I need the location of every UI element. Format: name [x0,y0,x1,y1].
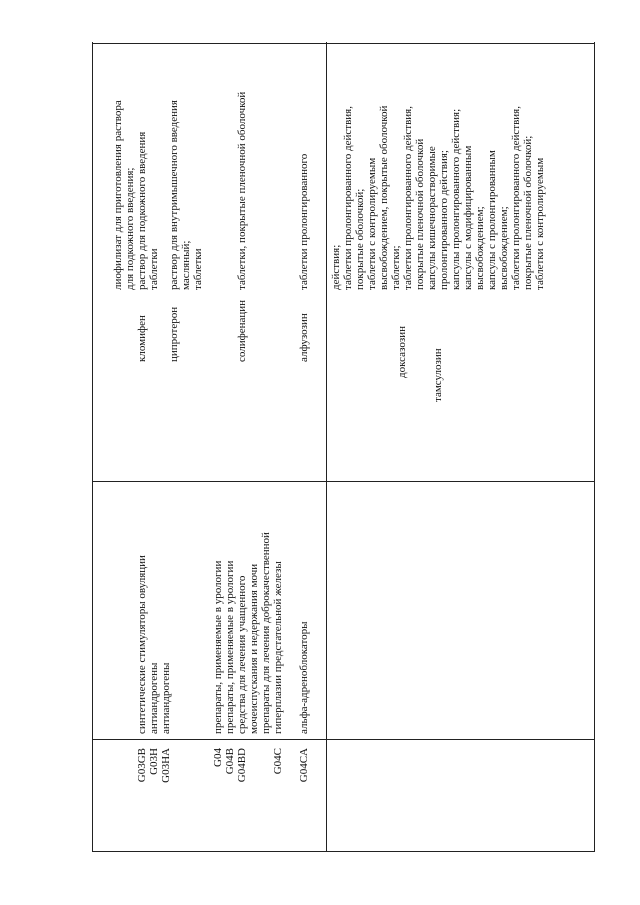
atc-code-cell: G04C [272,748,284,775]
rotated-table [92,42,594,852]
column-divider-code [92,739,594,740]
pharmacological-group-cell: альфа-адреноблокаторы [298,621,310,734]
row-divider [326,42,327,852]
pharmacological-group-cell: препараты, применяемые в урологии препараты, применяемые в урологии средства для лечения учащенного мочеиспускания и недержания мочи [212,560,260,734]
atc-code-cell: G03GB G03H G03HA [136,748,172,783]
atc-code-cell: G04CA [298,748,310,783]
drug-name-cell: алфузозин [298,313,310,362]
dosage-form-cell: действия; таблетки пролонгированного действия, покрытые оболочкой; таблетки с контролируемым высвобождением, покрытые оболочкой таблетки; [330,105,402,290]
dosage-form-cell: лиофилизат для приготовления раствора для подкожного введения; раствор для подкожного введения таблетки [112,100,160,290]
drug-name-cell: доксазозин [396,326,408,378]
table-border-bottom [594,42,595,852]
table-border-top [92,42,93,852]
drug-name-cell: ципротерон [168,306,180,362]
column-border-left [92,851,594,852]
column-divider-group [92,481,594,482]
dosage-form-cell: раствор для внутримышечного введения масляный; таблетки [168,100,204,290]
atc-code-cell: G04 G04B G04BD [212,748,248,783]
pharmacological-group-cell: препараты для лечения доброкачественной гиперплазии предстательной железы [260,532,284,734]
dosage-form-cell: таблетки пролонгированного действия, покрытые пленочной оболочкой капсулы кишечнорастворимые пролонгированного действия; капсулы пролонгированного действия; капсулы с модифицированным высвобождением; капсулы с пролонгированным высвобождением; таблетки пролонгированного действия, покрытые пленочной оболочкой; таблетки с контролируемым [402,106,546,290]
dosage-form-cell: таблетки пролонгированного [298,153,310,290]
drug-name-cell: солифенацин [236,299,248,362]
drug-name-cell: кломифен [136,315,148,362]
drug-name-cell: тамсулозин [432,348,444,402]
dosage-form-cell: таблетки, покрытые пленочной оболочкой [236,91,248,290]
pharmacological-group-cell: синтетические стимуляторы овуляции антиандрогены антиандрогены [136,555,172,734]
